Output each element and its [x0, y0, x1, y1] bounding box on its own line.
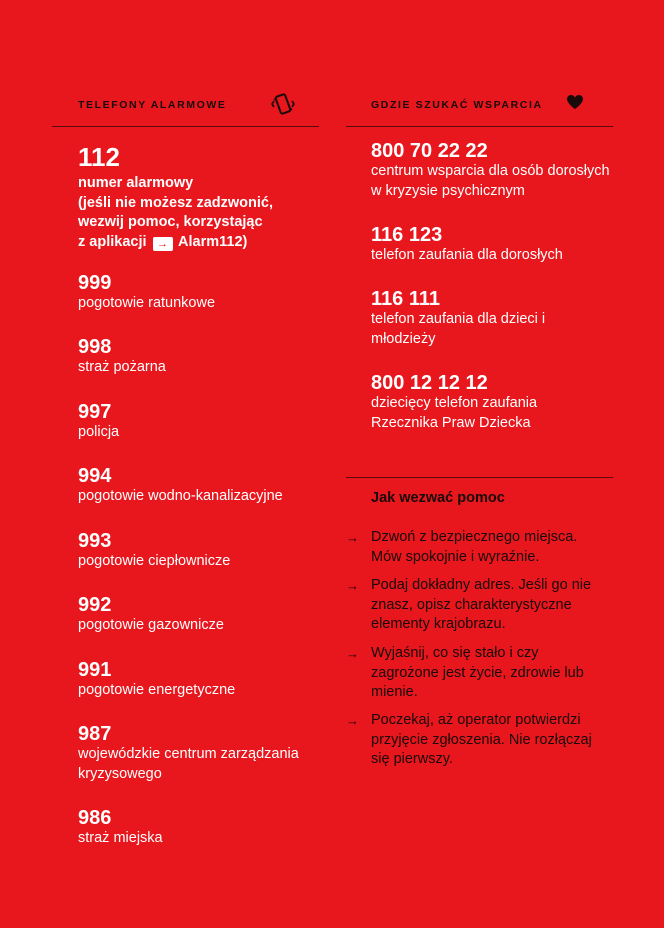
- phone-number: 992: [78, 594, 112, 616]
- entry-desc: pogotowie ciepłownicze: [78, 553, 231, 569]
- heart-icon: [566, 94, 584, 110]
- arrow-right-icon: →: [346, 530, 359, 545]
- vibrating-phone-icon: [270, 92, 296, 118]
- entry-993: [78, 530, 328, 572]
- entry-desc: pogotowie wodno-kanalizacyjne: [78, 488, 283, 504]
- phone-number: 998: [78, 336, 112, 358]
- entry-desc: telefon zaufania dla dzieci i młodzieży: [371, 311, 546, 347]
- support-header: [346, 92, 613, 127]
- step-text: Podaj dokładny adres. Jeśli go nie znasz, opisz charakterystyczne elementy krajobrazu.: [371, 577, 592, 632]
- step-text: Poczekaj, aż operator potwierdzi przyjęcie zgłoszenia. Nie rozłączaj się pierwszy.: [371, 712, 592, 767]
- entry-987: [78, 723, 313, 784]
- entry-998: [78, 336, 328, 378]
- phone-number: 997: [78, 401, 112, 423]
- entry-112: [78, 143, 328, 252]
- arrow-right-icon: →: [346, 578, 359, 593]
- phone-number: 987: [78, 723, 112, 745]
- entry-desc-line: (jeśli nie możesz zadzwonić,: [78, 194, 273, 211]
- support-entry: [371, 372, 571, 433]
- entry-desc: pogotowie gazownicze: [78, 617, 224, 633]
- arrow-right-icon: →: [153, 237, 173, 251]
- step-text: Wyjaśnij, co się stało i czy zagrożone jest życie, zdrowie lub mienie.: [371, 645, 584, 700]
- entry-997: [78, 401, 328, 443]
- support-heading: GDZIE SZUKAĆ WSPARCIA: [371, 99, 543, 111]
- alarm-heading: TELEFONY ALARMOWE: [78, 99, 227, 111]
- entry-991: [78, 659, 328, 701]
- entry-desc: telefon zaufania dla dorosłych: [371, 247, 563, 263]
- app-text-pre: z aplikacji: [78, 233, 147, 250]
- entry-999: [78, 272, 328, 314]
- app-name: Alarm112): [178, 233, 248, 250]
- phone-number: 986: [78, 807, 112, 829]
- entry-desc: wojewódzkie centrum zarządzania kryzysowego: [78, 746, 299, 782]
- phone-number: 112: [78, 142, 120, 172]
- support-entry: [371, 288, 571, 349]
- entry-desc: pogotowie energetyczne: [78, 682, 236, 698]
- entry-desc: pogotowie ratunkowe: [78, 295, 216, 311]
- support-entry: [371, 224, 621, 266]
- entry-desc: centrum wsparcia dla osób dorosłych w kryzysie psychicznym: [371, 163, 610, 199]
- alarm-header: [52, 92, 319, 127]
- section-divider: [346, 477, 613, 478]
- entry-desc-line: [78, 233, 328, 253]
- entry-986: [78, 807, 328, 849]
- phone-number: 991: [78, 659, 112, 681]
- entry-desc: policja: [78, 424, 120, 440]
- entry-desc: straż pożarna: [78, 359, 166, 375]
- phone-number: 116 123: [371, 224, 443, 246]
- phone-number: 800 70 22 22: [371, 140, 488, 162]
- entry-desc-line: wezwij pomoc, korzystając: [78, 214, 263, 230]
- entry-994: [78, 465, 328, 507]
- entry-desc: straż miejska: [78, 830, 163, 846]
- how-to-call-title: Jak wezwać pomoc: [371, 490, 505, 506]
- phone-number: 994: [78, 465, 112, 487]
- entry-desc-line: numer alarmowy: [78, 175, 194, 191]
- entry-992: [78, 594, 328, 636]
- support-entry: [371, 140, 621, 201]
- step-text: Dzwoń z bezpiecznego miejsca. Mów spokojnie i wyraźnie.: [371, 529, 578, 565]
- arrow-right-icon: →: [346, 713, 359, 728]
- phone-number: 999: [78, 272, 112, 294]
- phone-number: 993: [78, 530, 112, 552]
- entry-desc: dziecięcy telefon zaufania Rzecznika Praw Dziecka: [371, 395, 538, 431]
- phone-number: 800 12 12 12: [371, 372, 488, 394]
- phone-number: 116 111: [371, 288, 440, 310]
- arrow-right-icon: →: [346, 646, 359, 661]
